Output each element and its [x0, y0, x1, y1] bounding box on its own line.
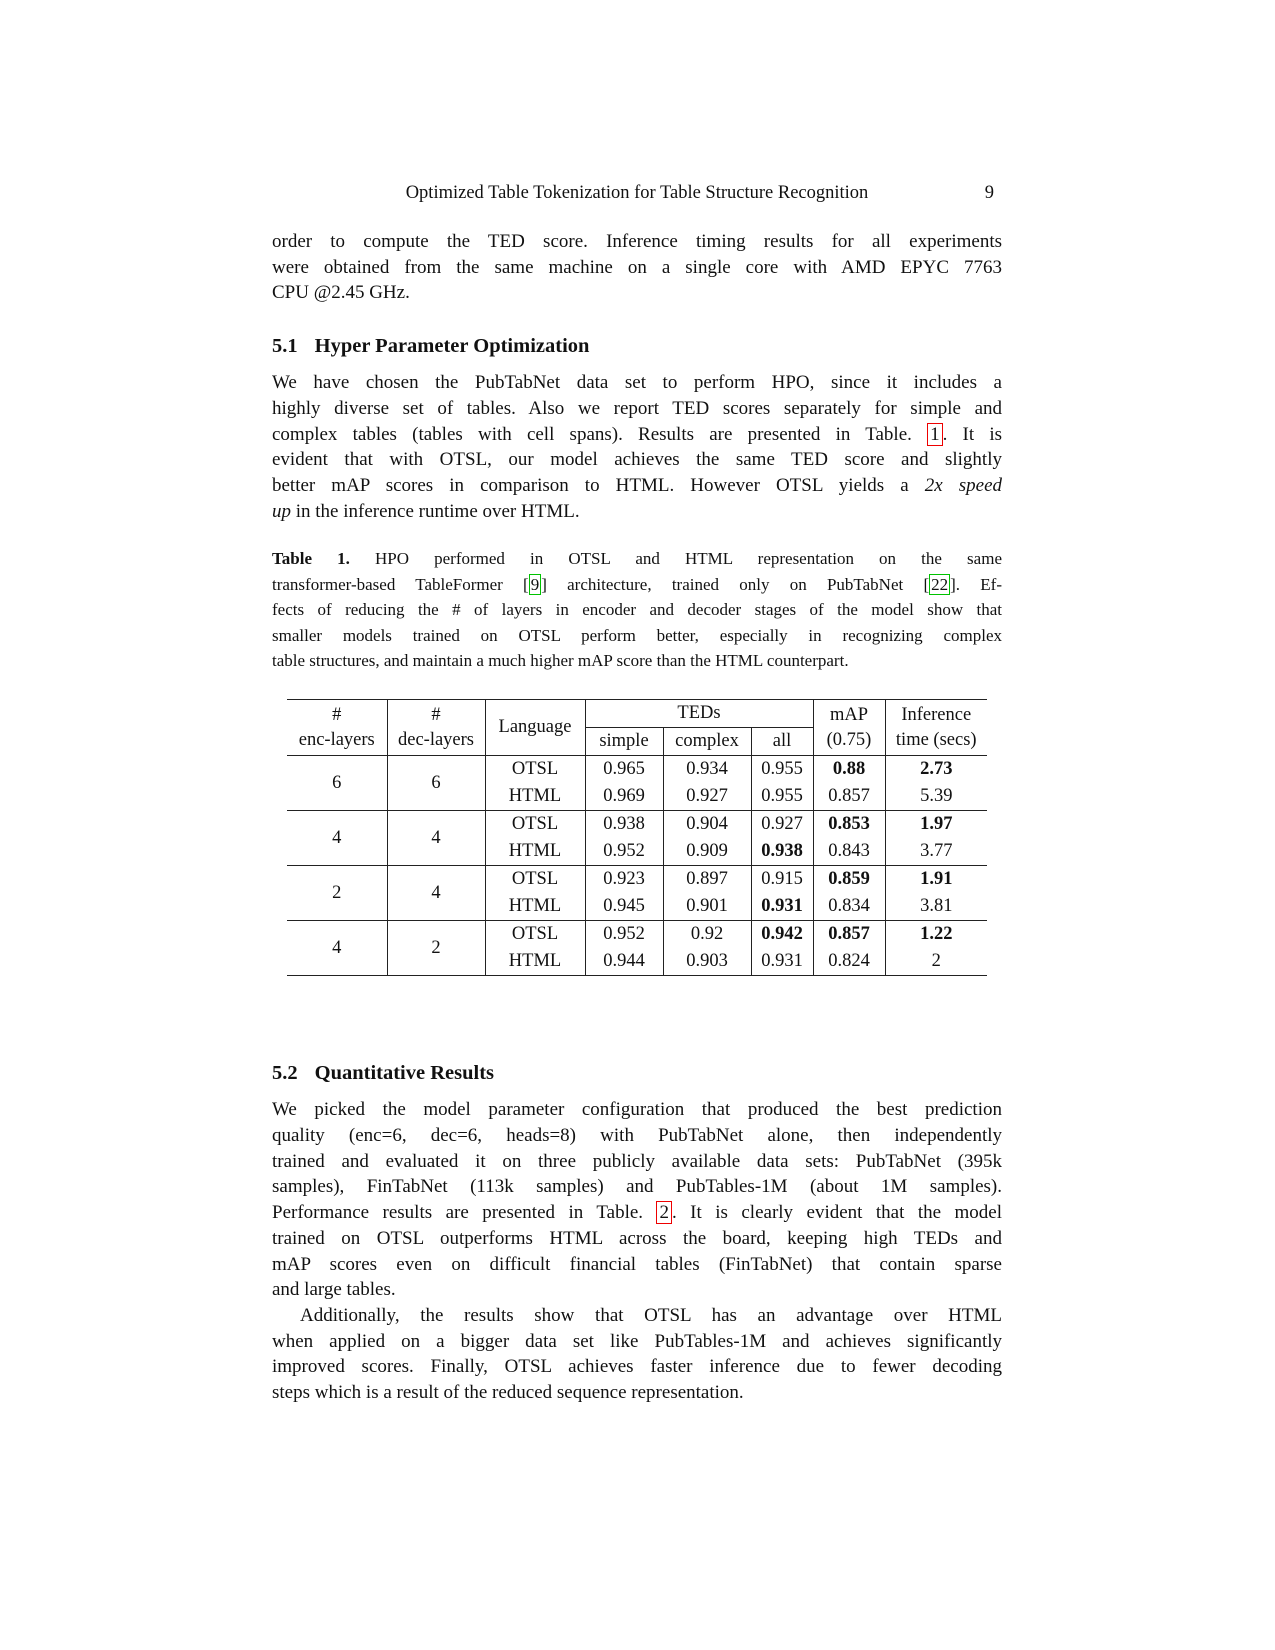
- col-header-dec-layers: [387, 700, 485, 756]
- teds-complex-value: 0.903: [663, 948, 751, 976]
- teds-complex-value: 0.92: [663, 921, 751, 949]
- text-span: quality (enc=6, dec=6, heads=8) with PubTabNet alone, then independently: [272, 1125, 1002, 1147]
- section-52-number: 5.2: [272, 1062, 298, 1085]
- language-value: OTSL: [485, 811, 585, 839]
- hash-symbol: #: [332, 704, 342, 725]
- text-line: [272, 597, 1002, 622]
- language-value: OTSL: [485, 866, 585, 894]
- text-span: Additionally, the results show that OTSL has an advantage over HTML: [300, 1304, 1002, 1326]
- teds-simple-value: 0.944: [585, 948, 663, 976]
- dec-layers-value: 4: [387, 811, 485, 866]
- text-line: [272, 229, 1002, 255]
- text-line: [272, 572, 1002, 597]
- text-line: [272, 1226, 1002, 1252]
- running-head: [272, 183, 1002, 207]
- map-value: 0.857: [813, 783, 885, 811]
- text-span: We picked the model parameter configuration that produced the best prediction: [272, 1099, 1002, 1121]
- page-content: [272, 183, 1002, 1406]
- col-header-teds: TEDs: [585, 700, 813, 728]
- map-threshold-label: (0.75): [826, 729, 872, 750]
- text-span: improved scores. Finally, OTSL achieves faster inference due to fewer decoding: [272, 1356, 1002, 1378]
- text-span: smaller models trained on OTSL perform better, especially in recognizing complex: [272, 625, 1002, 645]
- teds-all-value: 0.927: [751, 811, 813, 839]
- language-value: OTSL: [485, 921, 585, 949]
- language-value: HTML: [485, 948, 585, 976]
- map-value: 0.859: [813, 866, 885, 894]
- col-header-map: [813, 700, 885, 756]
- section-51-title: Hyper Parameter Optimization: [314, 335, 590, 358]
- text-span: highly diverse set of tables. Also we report TED scores separately for simple and: [272, 397, 1002, 419]
- dec-layers-value: 6: [387, 756, 485, 811]
- map-value: 0.853: [813, 811, 885, 839]
- text-line: [272, 447, 1002, 473]
- table-row: [287, 811, 987, 839]
- section-52-title: Quantitative Results: [314, 1062, 494, 1085]
- col-header-teds-simple: simple: [585, 728, 663, 756]
- table-row-group: [287, 866, 987, 921]
- text-line: [272, 1123, 1002, 1149]
- table-row: [287, 866, 987, 894]
- section-51-heading: [272, 333, 1002, 359]
- text-line: [272, 1380, 1002, 1406]
- text-span: Table 1.: [272, 549, 350, 569]
- text-line: [272, 255, 1002, 281]
- language-value: HTML: [485, 893, 585, 921]
- inference-time-value: 5.39: [920, 786, 953, 807]
- text-line: [272, 396, 1002, 422]
- text-line: [272, 648, 1002, 673]
- section-51-number: 5.1: [272, 335, 298, 358]
- text-line: [272, 1252, 1002, 1278]
- inference-time-value: 1.22: [920, 924, 953, 945]
- col-header-enc-layers: [287, 700, 387, 756]
- text-span: Performance results are presented in Table.: [272, 1202, 657, 1224]
- text-span: up: [272, 500, 291, 522]
- citation-link[interactable]: 22: [931, 574, 949, 594]
- enc-layers-value: 4: [287, 811, 387, 866]
- teds-simple-value: 0.969: [585, 783, 663, 811]
- running-head-title: Optimized Table Tokenization for Table Structure Recognition: [405, 183, 869, 203]
- text-line: [272, 546, 1002, 571]
- inference-time-value: 3.77: [920, 841, 953, 862]
- language-value: HTML: [485, 838, 585, 866]
- text-span: ] architecture, trained only on PubTabNet [: [541, 574, 930, 594]
- teds-all-value: 0.955: [751, 756, 813, 784]
- text-span: evident that with OTSL, our model achieves the same TED score and slightly: [272, 449, 1002, 471]
- enc-layers-value: 4: [287, 921, 387, 976]
- text-span: samples), FinTabNet (113k samples) and PubTables-1M (about 1M samples).: [272, 1176, 1002, 1198]
- text-span: steps which is a result of the reduced sequence representation.: [272, 1382, 744, 1404]
- map-label: mAP: [829, 704, 869, 725]
- inference-time-value: 2: [931, 951, 941, 972]
- teds-complex-value: 0.934: [663, 756, 751, 784]
- teds-all-value: 0.931: [751, 893, 813, 921]
- table-row-group: [287, 756, 987, 811]
- inference-time-value: 1.91: [920, 869, 953, 890]
- text-line: [272, 370, 1002, 396]
- enc-layers-value: 6: [287, 756, 387, 811]
- text-span: complex tables (tables with cell spans). Results are presented in Table.: [272, 423, 928, 445]
- teds-simple-value: 0.952: [585, 921, 663, 949]
- text-line: [272, 1277, 1002, 1303]
- teds-simple-value: 0.938: [585, 811, 663, 839]
- teds-complex-value: 0.909: [663, 838, 751, 866]
- text-line: [272, 1329, 1002, 1355]
- table1-caption: [272, 546, 1002, 673]
- teds-simple-value: 0.923: [585, 866, 663, 894]
- text-line: [272, 473, 1002, 499]
- teds-complex-value: 0.897: [663, 866, 751, 894]
- inference-time-value: 3.81: [920, 896, 953, 917]
- inference-label: Inference: [901, 704, 972, 725]
- text-span: We have chosen the PubTabNet data set to perform HPO, since it includes a: [272, 372, 1002, 394]
- teds-all-value: 0.938: [751, 838, 813, 866]
- language-value: HTML: [485, 783, 585, 811]
- section-52-heading: [272, 1060, 1002, 1086]
- enc-layers-label: enc-layers: [298, 729, 375, 750]
- text-line: [272, 1149, 1002, 1175]
- text-line: [272, 1174, 1002, 1200]
- text-span: in the inference runtime over HTML.: [291, 500, 580, 522]
- text-span: were obtained from the same machine on a single core with AMD EPYC 7763: [272, 256, 1002, 278]
- text-span: table structures, and maintain a much higher mAP score than the HTML counterpart.: [272, 650, 849, 670]
- text-span: better mAP scores in comparison to HTML. However OTSL yields a: [272, 474, 925, 496]
- citation-link[interactable]: 9: [530, 574, 540, 594]
- inference-unit-label: time (secs): [895, 729, 977, 750]
- text-span: trained on OTSL outperforms HTML across the board, keeping high TEDs and: [272, 1227, 1002, 1249]
- map-value: 0.857: [813, 921, 885, 949]
- hpo-table-header: [287, 700, 987, 756]
- language-value: OTSL: [485, 756, 585, 784]
- col-header-teds-all: all: [751, 728, 813, 756]
- teds-complex-value: 0.901: [663, 893, 751, 921]
- text-span: trained and evaluated it on three publicly available data sets: PubTabNet (395k: [272, 1150, 1002, 1172]
- text-span: ]. Ef-: [950, 574, 1002, 594]
- table-row: [287, 921, 987, 949]
- map-value: 0.843: [813, 838, 885, 866]
- text-span: CPU @2.45 GHz.: [272, 282, 410, 304]
- paragraph-52b: [272, 1303, 1002, 1406]
- col-header-teds-complex: complex: [663, 728, 751, 756]
- teds-simple-value: 0.945: [585, 893, 663, 921]
- text-line: [272, 1354, 1002, 1380]
- text-span: 2x speed: [924, 474, 1002, 496]
- map-value: 0.824: [813, 948, 885, 976]
- dec-layers-label: dec-layers: [397, 729, 474, 750]
- teds-all-value: 0.955: [751, 783, 813, 811]
- map-value: 0.88: [813, 756, 885, 784]
- text-span: . It is: [942, 423, 1002, 445]
- dec-layers-value: 2: [387, 921, 485, 976]
- citation-link[interactable]: 1: [927, 423, 943, 446]
- table-row-group: [287, 811, 987, 866]
- text-line: [272, 1303, 1002, 1329]
- text-line: [272, 1200, 1002, 1226]
- teds-all-value: 0.915: [751, 866, 813, 894]
- text-span: transformer-based TableFormer [: [272, 574, 529, 594]
- paragraph-52a: [272, 1097, 1002, 1303]
- hpo-table: [287, 699, 987, 976]
- col-header-inference-time: [885, 700, 987, 756]
- teds-simple-value: 0.965: [585, 756, 663, 784]
- teds-complex-value: 0.904: [663, 811, 751, 839]
- table-row: [287, 756, 987, 784]
- text-span: and large tables.: [272, 1279, 396, 1301]
- paragraph-intro: [272, 229, 1002, 306]
- col-header-language: Language: [485, 700, 585, 756]
- text-line: [272, 1097, 1002, 1123]
- dec-layers-value: 4: [387, 866, 485, 921]
- inference-time-value: 2.73: [920, 759, 953, 780]
- text-span: order to compute the TED score. Inference timing results for all experiments: [272, 231, 1002, 252]
- page-number: 9: [984, 183, 994, 203]
- text-span: HPO performed in OTSL and HTML representation on the same: [349, 549, 1002, 569]
- text-line: [272, 422, 1002, 448]
- citation-link[interactable]: 2: [656, 1201, 672, 1224]
- text-span: mAP scores even on difficult financial tables (FinTabNet) that contain sparse: [272, 1253, 1002, 1275]
- text-span: when applied on a bigger data set like PubTables-1M and achieves significantly: [272, 1330, 1002, 1352]
- text-line: [272, 499, 1002, 525]
- inference-time-value: 1.97: [920, 814, 953, 835]
- enc-layers-value: 2: [287, 866, 387, 921]
- text-span: fects of reducing the # of layers in encoder and decoder stages of the model show that: [272, 600, 1002, 620]
- paragraph-51: [272, 370, 1002, 524]
- hash-symbol: #: [431, 704, 441, 725]
- teds-complex-value: 0.927: [663, 783, 751, 811]
- text-line: [272, 623, 1002, 648]
- teds-all-value: 0.942: [751, 921, 813, 949]
- text-span: . It is clearly evident that the model: [671, 1202, 1002, 1224]
- teds-all-value: 0.931: [751, 948, 813, 976]
- teds-simple-value: 0.952: [585, 838, 663, 866]
- text-line: [272, 280, 1002, 306]
- map-value: 0.834: [813, 893, 885, 921]
- table-row-group: [287, 921, 987, 976]
